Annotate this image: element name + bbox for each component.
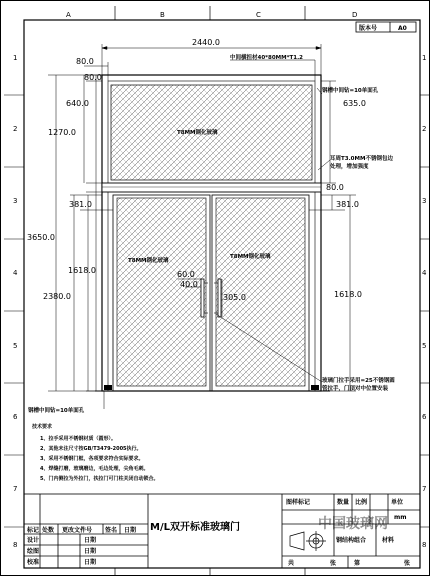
transom-bar — [102, 183, 321, 192]
zone-label-col: D — [352, 11, 358, 19]
tb-footer-sheet: 张 — [330, 560, 337, 567]
side-post-note-text: 耳周T3.0MM不锈钢包边处理，增加强度 — [330, 156, 393, 170]
dim-top-frame: 80.0 — [84, 73, 102, 82]
tb-header-unit: 单位 — [391, 499, 404, 506]
version-value: A0 — [398, 25, 407, 32]
zone-label-row: 4 — [422, 269, 427, 277]
handle-note-text: 玻璃门拉手采用=25不锈钢圆管拉手，门顶对中位置安装 — [322, 378, 395, 392]
tb-material-type: 钢结构组合 — [336, 537, 367, 544]
dim-door-height: 2380.0 — [43, 292, 71, 301]
zone-label-row: 8 — [13, 541, 18, 549]
tb-date-check: 日期 — [84, 559, 97, 566]
tb-sign: 签名 — [105, 527, 118, 534]
note-item: 3、采用不锈钢门框，各项要求符合实际要求。 — [40, 456, 144, 462]
zone-label-row: 5 — [13, 342, 18, 350]
note-item: 1、拉手采用不锈钢材质（圆形）。 — [40, 436, 116, 442]
zone-label-col: B — [160, 11, 165, 19]
tb-header-scale: 比例 — [355, 499, 368, 506]
dim-transom-frame: 80.0 — [326, 183, 344, 192]
tb-date: 日期 — [124, 527, 137, 534]
zone-label-col: C — [256, 11, 261, 19]
version-label: 版本号 — [359, 25, 378, 32]
tb-row-check: 校准 — [27, 559, 40, 566]
dim-handle-length: 305.0 — [223, 293, 246, 302]
dim-door-glass-right: 381.0 — [336, 200, 359, 209]
zone-label-row: 3 — [422, 197, 427, 205]
zone-label-row: 7 — [422, 485, 427, 493]
zone-label-row: 5 — [422, 342, 427, 350]
tb-unit-value: mm — [394, 514, 407, 521]
upper-bracket-note: 钢槽中间钻=10单面孔 — [322, 88, 379, 94]
zone-label-row: 6 — [13, 413, 18, 421]
dim-handle-offset-b: 40.0 — [180, 280, 198, 289]
version-box — [356, 22, 416, 32]
tb-date-drawn: 日期 — [84, 548, 97, 555]
dim-total-width: 2440.0 — [192, 38, 220, 47]
zone-label-row: 1 — [13, 54, 18, 62]
right-door-handle — [218, 279, 221, 317]
tb-mod-mark: 标记 — [27, 527, 40, 534]
left-door-handle — [201, 279, 204, 317]
right-glass-label: T8MM钢化玻璃 — [230, 254, 271, 260]
zone-label-row: 4 — [13, 269, 18, 277]
side-post-note — [330, 154, 393, 171]
dim-upper-section: 1270.0 — [48, 128, 76, 137]
tb-header-qty: 数量 — [337, 499, 350, 506]
note-item: 2、其他未注尺寸按GB/T3479-2005执行。 — [40, 446, 142, 452]
zone-label-row: 2 — [13, 125, 18, 133]
tb-material: 材料 — [382, 537, 395, 544]
tb-mod-doc: 更改文件号 — [62, 527, 93, 534]
dim-side-frame: 80.0 — [76, 57, 94, 66]
tb-mod-place: 处数 — [42, 527, 55, 534]
technical-notes — [31, 423, 158, 483]
left-glass-label: T8MM钢化玻璃 — [128, 258, 169, 264]
zone-label-row: 6 — [422, 413, 427, 421]
projection-symbol — [290, 531, 326, 551]
top-frame-note: 中间横担材40*80MM*T1.2 — [230, 55, 304, 61]
note-item: 5、门内侧拉为外拉门，扶拉门可门柱关闭自动锁合。 — [40, 476, 159, 482]
left-door-glass — [117, 198, 206, 386]
tb-date-design: 日期 — [84, 537, 97, 544]
zone-label-row: 7 — [13, 485, 18, 493]
tb-footer-total: 共 — [288, 560, 295, 567]
door-elevation — [95, 75, 330, 391]
dim-handle-height-right: 1618.0 — [334, 290, 362, 299]
drawing-title: M/L双开标准玻璃门 — [150, 522, 240, 533]
title-block-text — [26, 498, 410, 567]
notes-title: 技术要求 — [32, 424, 53, 430]
tb-row-drawn: 绘图 — [27, 548, 40, 555]
tb-footer-no: 第 — [354, 560, 361, 567]
tb-row-design: 设计 — [27, 537, 40, 544]
zone-label-row: 2 — [422, 125, 427, 133]
handle-note — [322, 376, 395, 393]
tb-header-mark: 图样标记 — [286, 499, 311, 506]
zone-label-col: A — [66, 11, 71, 19]
tb-footer-sheet2: 张 — [404, 560, 411, 567]
dim-overall-height: 3650.0 — [27, 233, 55, 242]
dim-handle-offset-a: 60.0 — [177, 270, 195, 279]
dim-upper-right: 635.0 — [343, 99, 366, 108]
dim-door-glass-left: 381.0 — [69, 200, 92, 209]
note-item: 4、焊缝打磨，玻璃磨边，毛边处理，尖角毛刺。 — [40, 466, 149, 472]
zone-label-row: 8 — [422, 541, 427, 549]
dim-upper-left: 640.0 — [66, 99, 89, 108]
zone-label-row: 3 — [13, 197, 18, 205]
watermark: 中国玻璃网 — [318, 516, 388, 532]
bottom-bracket-note: 钢槽中间钻=10单面孔 — [28, 408, 85, 414]
dim-handle-height-left: 1618.0 — [68, 266, 96, 275]
zone-label-row: 1 — [422, 54, 427, 62]
upper-glass-label: T8MM钢化玻璃 — [177, 130, 218, 136]
right-door-glass — [216, 198, 305, 386]
